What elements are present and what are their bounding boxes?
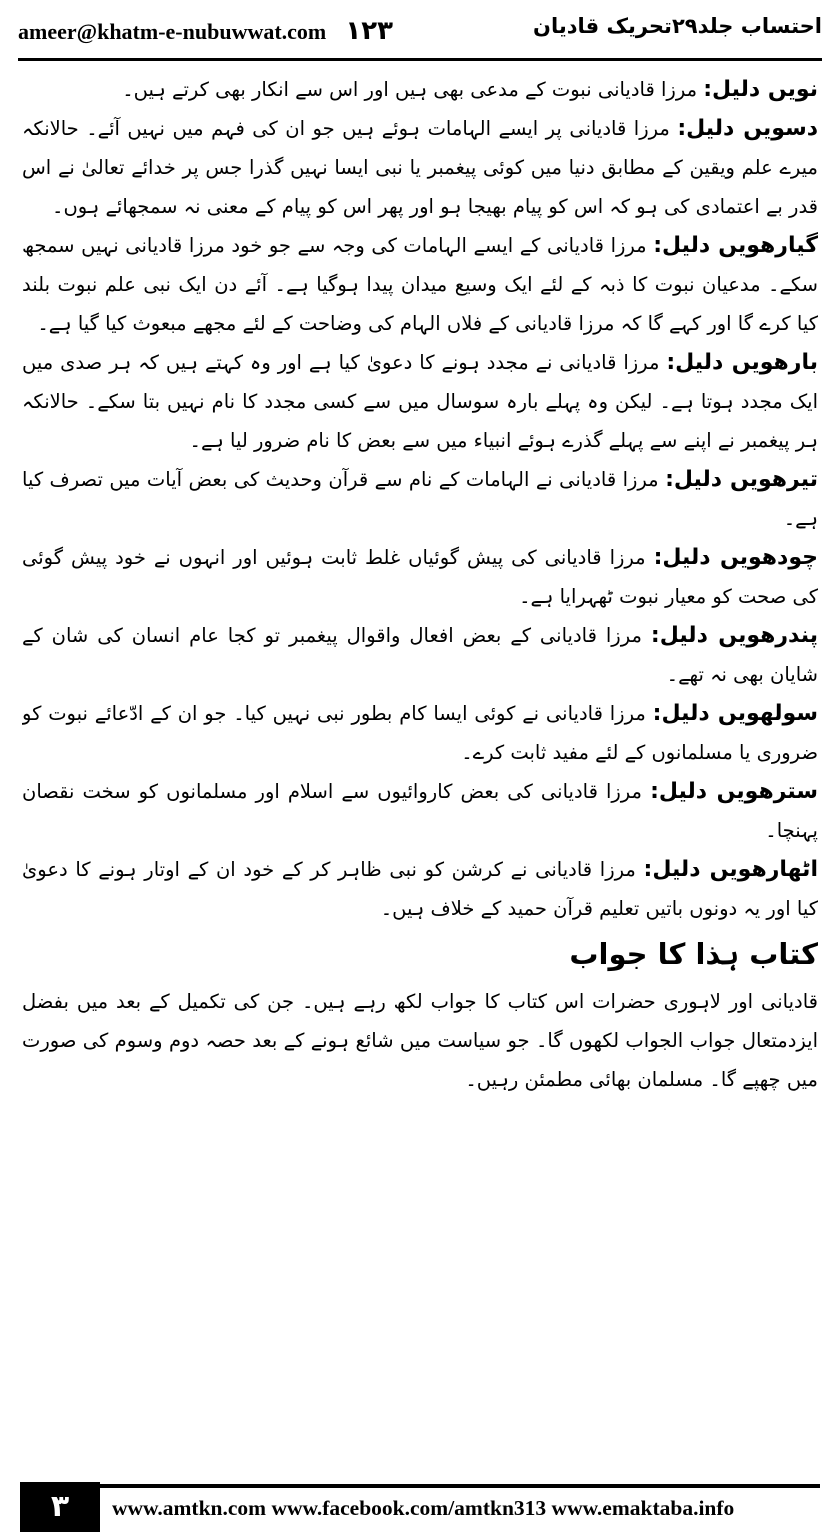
header-email: ameer@khatm-e-nubuwwat.com	[18, 19, 327, 44]
argument-text: مرزا قادیانی نبوت کے مدعی بھی ہیں اور اس سے انکار بھی کرتے ہیں۔	[122, 78, 704, 101]
paragraph-10	[22, 109, 818, 226]
argument-label: سترھویں دلیل:	[650, 779, 818, 804]
argument-label: پندرھویں دلیل:	[650, 623, 818, 648]
page-footer	[20, 1482, 820, 1532]
argument-text: مرزا قادیانی کے ایسے الہامات کی وجہ سے جو خود مرزا قادیانی نہیں سمجھ سکے۔ مدعیان نبوت کا ذبہ کے لئے ایک وسیع میدان پیدا ہوگیا ہے۔ آئے دن ایک نبی علم نبوت بلند کیا کرے گا اور کہے گا کہ مرزا قادیانی کے فلاں الہام کی وضاحت کے لئے مجھے مبعوث کیا گیا ہے۔	[22, 234, 818, 335]
argument-text: مرزا قادیانی پر ایسے الہامات ہوئے ہیں جو ان کی فہم میں نہیں آئے۔ حالانکہ میرے علم ویقین کے مطابق دنیا میں کوئی پیغمبر یا نبی ایسا نہیں گذرا جس پر خدائے تعالیٰ نے اس قدر بے اعتمادی کی ہو کہ اس کو پیام بھیجا ہو اور پھر اس کو پیام کے معنی نہ سمجھائے ہوں۔	[22, 117, 818, 218]
argument-label: چودھویں دلیل:	[653, 545, 818, 570]
paragraph-17	[22, 772, 818, 850]
paragraph-16	[22, 694, 818, 772]
argument-text: مرزا قادیانی نے الہامات کے نام سے قرآن وحدیث کی بعض آیات میں تصرف کیا ہے۔	[22, 468, 818, 530]
argument-text: مرزا قادیانی نے مجدد ہونے کا دعویٰ کیا ہے اور وہ کہتے ہیں کہ ہر صدی میں ایک مجدد ہوتا ہے۔ لیکن وہ پہلے بارہ سوسال میں سے کسی مجدد کا نام نہیں بتا سکے۔ حالانکہ ہر پیغمبر نے اپنے سے پہلے گذرے ہوئے انبیاء میں سے بعض کا نام ضرور لیا ہے۔	[22, 351, 818, 452]
argument-label: نویں دلیل:	[703, 77, 818, 102]
page-body	[22, 70, 818, 1460]
argument-label: سولھویں دلیل:	[652, 701, 818, 726]
page-header	[18, 8, 822, 61]
paragraph-13	[22, 460, 818, 538]
paragraph-11	[22, 226, 818, 343]
page-number: ۱۲۳	[345, 16, 393, 46]
argument-label: بارھویں دلیل:	[666, 350, 818, 375]
section-heading: کتاب ہذا کا جواب	[569, 937, 818, 971]
book-title: احتساب جلد۲۹تحریک قادیان	[533, 14, 822, 38]
paragraph-18	[22, 850, 818, 928]
argument-label: تیرھویں دلیل:	[665, 467, 818, 492]
argument-label: دسویں دلیل:	[677, 116, 818, 141]
argument-text: مرزا قادیانی کے بعض افعال واقوال پیغمبر تو کجا عام انسان کی شان کے شایان بھی نہ تھے۔	[22, 624, 818, 686]
paragraph-12	[22, 343, 818, 460]
argument-text: مرزا قادیانی کی بعض کاروائیوں سے اسلام اور مسلمانوں کو سخت نقصان پہنچا۔	[22, 780, 818, 842]
argument-label: اٹھارھویں دلیل:	[643, 857, 818, 882]
argument-text: مرزا قادیانی کی پیش گوئیاں غلط ثابت ہوئیں اور انہوں نے خود پیش گوئی کی صحت کو معیار نبوت ٹھہرایا ہے۔	[22, 546, 818, 608]
paragraph-14	[22, 538, 818, 616]
header-left	[18, 16, 393, 46]
paragraph-15	[22, 616, 818, 694]
argument-label: گیارھویں دلیل:	[653, 233, 818, 258]
argument-text: مرزا قادیانی نے کرشن کو نبی ظاہر کر کے خود ان کے اوتار ہونے کا دعویٰ کیا اور یہ دونوں باتیں تعلیم قرآن حمید کے خلاف ہیں۔	[22, 858, 818, 920]
argument-text: مرزا قادیانی نے کوئی ایسا کام بطور نبی نہیں کیا۔ جو ان کے ادّعائے نبوت کو ضروری یا مسلمانوں کے لئے مفید ثابت کرے۔	[22, 702, 818, 764]
paragraph-9	[22, 70, 818, 109]
section-number: ۳	[20, 1482, 100, 1532]
footer-links: www.amtkn.com www.facebook.com/amtkn313 www.emaktaba.info	[112, 1496, 735, 1520]
footer-rule	[100, 1484, 820, 1488]
closing-paragraph: قادیانی اور لاہوری حضرات اس کتاب کا جواب لکھ رہے ہیں۔ جن کی تکمیل کے بعد میں بفضل ایزدمتعال جواب الجواب لکھوں گا۔ جو سیاست میں شائع ہونے کے بعد حصہ دوم وسوم کی صورت میں چھپے گا۔ مسلمان بھائی مطمئن رہیں۔	[22, 990, 818, 1091]
